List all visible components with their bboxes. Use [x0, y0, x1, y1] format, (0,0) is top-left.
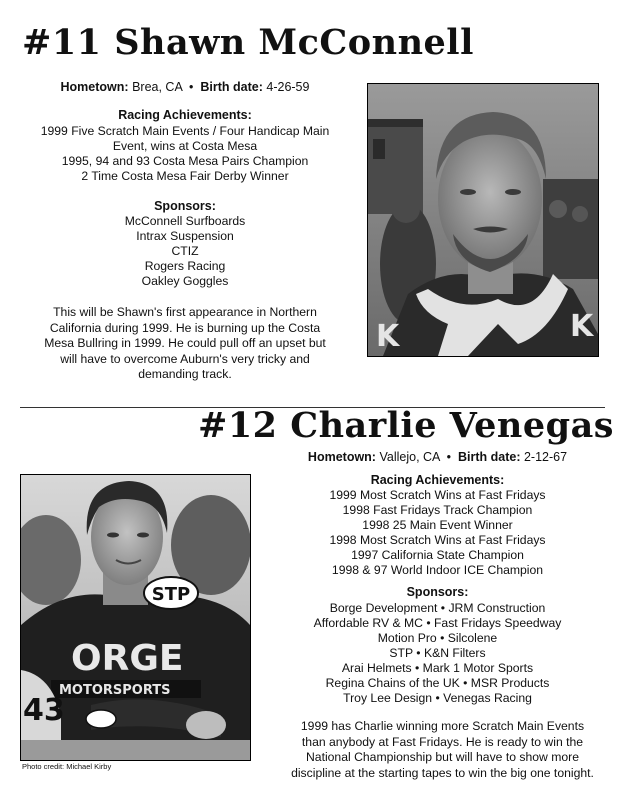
- bullet-separator: •: [443, 450, 455, 464]
- sponsor-line: Affordable RV & MC • Fast Fridays Speedway: [313, 616, 562, 630]
- jacket-logo-right: K: [570, 309, 594, 344]
- bio-line: discipline at the starting tapes to win the big one tonight.: [291, 765, 594, 780]
- sponsor-line: Arai Helmets • Mark 1 Motor Sports: [341, 661, 534, 675]
- rider1-title: #11 Shawn McConnell: [22, 22, 474, 63]
- birth-date-value: 4-26-59: [266, 80, 310, 94]
- sponsor-line: Intrax Suspension: [136, 229, 234, 243]
- hometown-label: Hometown:: [307, 450, 376, 464]
- hometown-value: Vallejo, CA: [379, 450, 440, 464]
- birth-date-label: Birth date:: [200, 80, 263, 94]
- rider2-sponsors-list: [275, 601, 600, 706]
- achievement-line: 1998 25 Main Event Winner: [362, 518, 513, 532]
- bullet-separator: •: [185, 80, 197, 94]
- sponsor-line: Borge Development • JRM Construction: [329, 601, 546, 615]
- sponsor-line: STP • K&N Filters: [389, 646, 486, 660]
- rider2-meta: [285, 450, 590, 464]
- sponsor-line: Oakley Goggles: [141, 274, 229, 288]
- bio-line: will have to overcome Auburn's very tricky and: [60, 351, 310, 366]
- rider1-photo: [367, 83, 599, 357]
- rider1-achievements-heading: Racing Achievements:: [118, 108, 252, 122]
- jacket-logo-left: K: [376, 319, 400, 354]
- rider2-photo: [20, 474, 251, 761]
- rider1-sponsors-list: [20, 214, 350, 289]
- achievement-line: 1998 & 97 World Indoor ICE Champion: [331, 563, 544, 577]
- rider2-portrait-illustration: [21, 475, 250, 760]
- sponsor-line: Troy Lee Design • Venegas Racing: [343, 691, 532, 705]
- sponsor-line: Regina Chains of the UK • MSR Products: [325, 676, 550, 690]
- rider1-meta: [20, 80, 350, 94]
- rider1-portrait-illustration: [368, 84, 598, 356]
- sponsor-line: Motion Pro • Silcolene: [377, 631, 498, 645]
- achievement-line: 1998 Most Scratch Wins at Fast Fridays: [329, 533, 546, 547]
- bio-line: California during 1999. He is burning up the Costa: [49, 320, 321, 335]
- bio-line: 1999 has Charlie winning more Scratch Main Events: [300, 719, 585, 733]
- bike-number-plate: 43: [23, 693, 65, 728]
- rider1-sponsors-heading: Sponsors:: [154, 199, 216, 213]
- bio-line: Mesa Bullring in 1999. He could pull off an upset but: [44, 336, 326, 350]
- bio-line: National Championship but will have to show more: [305, 750, 579, 764]
- rider1-bio: [20, 305, 350, 383]
- achievement-line: 1995, 94 and 93 Costa Mesa Pairs Champion: [61, 154, 309, 168]
- photo-credit: Photo credit: Michael Kirby: [22, 762, 112, 771]
- rider2-title: #12 Charlie Venegas: [198, 405, 614, 446]
- bio-line: than anybody at Fast Fridays. He is ready to win the: [301, 734, 584, 749]
- bio-line: This will be Shawn's first appearance in Northern: [53, 305, 317, 319]
- hometown-label: Hometown:: [60, 80, 129, 94]
- bio-line: demanding track.: [138, 367, 232, 381]
- jersey-motorsports-text: MOTORSPORTS: [59, 683, 171, 698]
- achievement-line: 1997 California State Champion: [351, 548, 524, 562]
- achievement-line: 2 Time Costa Mesa Fair Derby Winner: [81, 169, 289, 183]
- stp-logo-text: STP: [151, 584, 191, 605]
- achievement-line: 1999 Most Scratch Wins at Fast Fridays: [329, 488, 546, 502]
- achievement-line: Event, wins at Costa Mesa: [112, 139, 258, 153]
- hometown-value: Brea, CA: [132, 80, 183, 94]
- birth-date-label: Birth date:: [457, 450, 521, 464]
- birth-date-value: 2-12-67: [523, 450, 568, 464]
- achievement-line: 1999 Five Scratch Main Events / Four Handicap Main: [40, 124, 330, 138]
- jersey-orge-text: ORGE: [71, 638, 184, 679]
- rider2-sponsors-heading: Sponsors:: [406, 585, 469, 599]
- rider2-achievements-heading: Racing Achievements:: [370, 473, 505, 487]
- rider1-achievements-list: [10, 124, 360, 184]
- rider2-bio: [280, 719, 605, 781]
- achievement-line: 1998 Fast Fridays Track Champion: [342, 503, 533, 517]
- rider2-achievements-list: [275, 488, 600, 578]
- sponsor-line: Rogers Racing: [144, 259, 226, 273]
- sponsor-line: McConnell Surfboards: [124, 214, 246, 228]
- sponsor-line: CTIZ: [171, 244, 199, 258]
